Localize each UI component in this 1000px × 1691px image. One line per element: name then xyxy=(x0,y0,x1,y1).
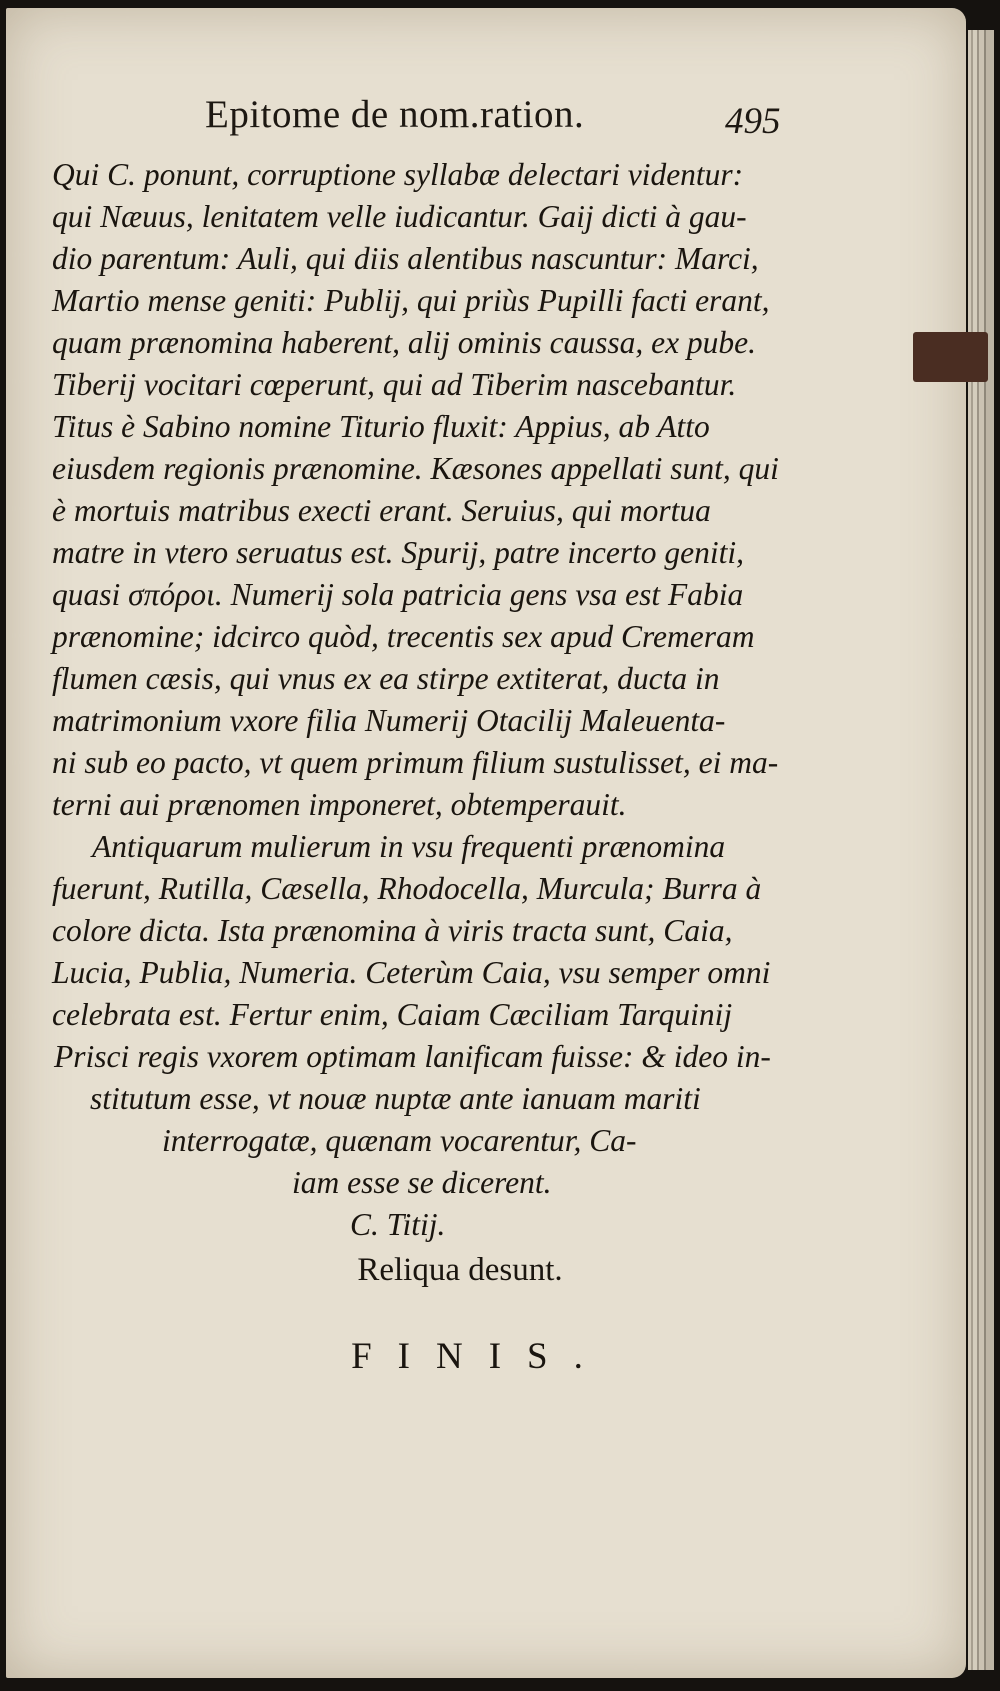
text-line: celebrata est. Fertur enim, Caiam Cæciliam Tarquinij xyxy=(52,997,733,1032)
running-head-title: Epitome de nom.ration. xyxy=(205,93,585,136)
text-line: matre in vtero seruatus est. Spurij, patre incerto geniti, xyxy=(52,535,745,570)
finis: FINIS. xyxy=(351,1336,609,1377)
closing-line: interrogatæ, quænam vocarentur, Ca- xyxy=(162,1123,637,1158)
text-line: dio parentum: Auli, qui diis alentibus nascuntur: Marci, xyxy=(52,241,759,276)
closing-line: iam esse se dicerent. xyxy=(292,1165,552,1200)
text-line: stitutum esse, vt nouæ nuptæ ante ianuam mariti xyxy=(90,1081,701,1116)
text-line: Antiquarum mulierum in vsu frequenti prænomina xyxy=(92,829,726,864)
text-line: prænomine; idcirco quòd, trecentis sex apud Cremeram xyxy=(52,619,755,654)
text-line: Tiberij vocitari cœperunt, qui ad Tiberim nascebantur. xyxy=(52,367,737,402)
page-number: 495 xyxy=(725,101,781,142)
text-line: ni sub eo pacto, vt quem primum filium sustulisset, ei ma- xyxy=(52,745,779,780)
text-line: Prisci regis vxorem optimam lanificam fuisse: & ideo in- xyxy=(54,1039,771,1074)
text-line: flumen cæsis, qui vnus ex ea stirpe extiterat, ducta in xyxy=(52,661,720,696)
text-line: Titus è Sabino nomine Titurio fluxit: Appius, ab Atto xyxy=(52,409,710,444)
text-line: qui Næuus, lenitatem velle iudicantur. Gaij dicti à gau- xyxy=(52,199,747,234)
page-edges xyxy=(968,30,994,1670)
text-line: colore dicta. Ista prænomina à viris tracta sunt, Caia, xyxy=(52,913,733,948)
text-line: matrimonium vxore filia Numerij Otacilij Maleuenta- xyxy=(52,703,726,738)
closing-line: C. Titij. xyxy=(350,1207,446,1242)
text-line: quasi σπόρoι. Numerij sola patricia gens vsa est Fabia xyxy=(52,577,744,612)
catchline: Reliqua desunt. xyxy=(357,1252,563,1288)
text-line: eiusdem regionis prænomine. Kæsones appellati sunt, qui xyxy=(52,451,779,486)
text-line: fuerunt, Rutilla, Cæsella, Rhodocella, Murcula; Burra à xyxy=(52,871,762,906)
text-line: Martio mense geniti: Publij, qui priùs Pupilli facti erant, xyxy=(52,283,770,318)
bookmark-tab xyxy=(913,332,988,382)
text-line: Lucia, Publia, Numeria. Ceterùm Caia, vsu semper omni xyxy=(52,955,771,990)
running-head xyxy=(205,92,805,142)
text-line: è mortuis matribus execti erant. Seruius, qui mortua xyxy=(52,493,711,528)
text-line: terni aui prænomen imponeret, obtemperauit. xyxy=(52,787,627,822)
text-line: Qui C. ponunt, corruptione syllabæ delectari videntur: xyxy=(52,157,744,192)
text-line: quam prænomina haberent, alij ominis caussa, ex pube. xyxy=(52,325,757,360)
